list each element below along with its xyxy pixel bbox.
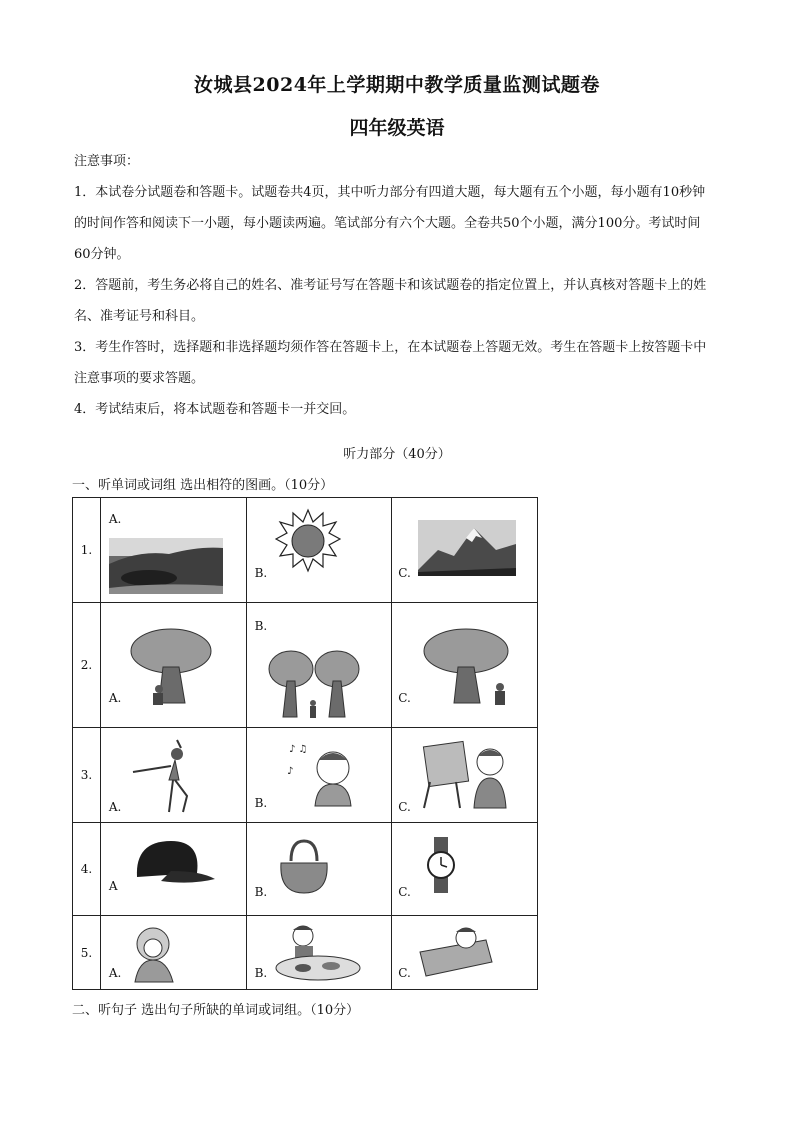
tree-boy-icon	[422, 627, 522, 707]
option-label: A.	[108, 800, 122, 814]
option-b[interactable]	[246, 603, 392, 728]
option-label: A.	[108, 691, 122, 705]
lake-icon	[109, 538, 223, 594]
section2-heading: 二、听句子 选出句子所缺的单词或词组。（10分）	[72, 1003, 360, 1018]
option-label: C.	[398, 966, 411, 980]
table-row	[73, 916, 538, 990]
notes-heading: 注意事项：	[74, 154, 140, 169]
option-label: B.	[254, 885, 268, 899]
listening-heading: 听力部分（40分）	[343, 447, 451, 462]
question-number: 5.	[73, 916, 101, 990]
handbag-icon	[275, 837, 333, 895]
singing-boy-icon	[287, 740, 363, 808]
option-b[interactable]	[246, 498, 392, 603]
option-c[interactable]	[392, 498, 538, 603]
cap-icon	[131, 837, 217, 887]
option-label: C.	[398, 800, 411, 814]
option-label: A.	[108, 966, 122, 980]
mountain-icon	[418, 520, 516, 576]
table-row	[73, 603, 538, 728]
option-b[interactable]	[246, 728, 392, 823]
svg-text:♪ ♫: ♪ ♫	[288, 744, 308, 755]
option-label: C.	[398, 885, 411, 899]
option-label: B.	[254, 566, 268, 580]
sleeping-boy-icon	[416, 922, 496, 978]
watch-icon	[426, 837, 456, 893]
option-label: B.	[254, 619, 268, 633]
option-label: A.	[108, 512, 122, 526]
option-c[interactable]	[392, 916, 538, 990]
note-item: 4．考试结束后，将本试题卷和答题卡一并交回。	[74, 402, 356, 417]
picture-question-table	[72, 497, 538, 990]
table-row	[73, 728, 538, 823]
option-c[interactable]	[392, 823, 538, 916]
dancer-icon	[129, 736, 205, 816]
sun-icon	[275, 508, 341, 574]
eating-boy-icon	[273, 922, 363, 984]
question-number: 4.	[73, 823, 101, 916]
painting-boy-icon	[420, 738, 516, 810]
question-number: 1.	[73, 498, 101, 603]
exam-title: 汝城县2024年上学期期中教学质量监测试题卷	[194, 74, 600, 96]
table-row	[73, 498, 538, 603]
note-item: 3．考生作答时，选择题和非选择题均须作答在答题卡上，在本试题卷上答题无效。考生在答题卡上按答题卡中注意事项的要求答题。	[74, 340, 707, 386]
option-label: B.	[254, 796, 268, 810]
question-number: 3.	[73, 728, 101, 823]
option-a[interactable]	[100, 916, 246, 990]
option-label: A	[108, 879, 118, 893]
two-trees-icon	[267, 647, 363, 719]
option-b[interactable]	[246, 916, 392, 990]
option-label: C.	[398, 566, 411, 580]
girl-icon	[129, 924, 179, 984]
option-a[interactable]	[100, 728, 246, 823]
option-b[interactable]	[246, 823, 392, 916]
svg-text:♪: ♪	[286, 766, 293, 777]
note-item: 1．本试卷分试题卷和答题卡。试题卷共4页，其中听力部分有四道大题，每大题有五个小题，每小题有10秒钟的时间作答和阅读下一小题，每小题读两遍。笔试部分有六个大题。全卷共50个小题，满分100分。考试时间60分钟。	[74, 185, 706, 262]
option-a[interactable]	[100, 603, 246, 728]
exam-subtitle: 四年级英语	[349, 117, 445, 139]
option-label: C.	[398, 691, 411, 705]
option-a[interactable]	[100, 823, 246, 916]
question-number: 2.	[73, 603, 101, 728]
option-a[interactable]	[100, 498, 246, 603]
notes-block	[74, 146, 714, 425]
option-label: B.	[254, 966, 268, 980]
option-c[interactable]	[392, 728, 538, 823]
table-row	[73, 823, 538, 916]
tree-boy-icon	[129, 627, 219, 707]
note-item: 2．答题前，考生务必将自己的姓名、准考证号写在答题卡和该试题卷的指定位置上，并认真核对答题卡上的姓名、准考证号和科目。	[74, 278, 707, 324]
section1-heading: 一、听单词或词组 选出相符的图画。（10分）	[72, 478, 334, 493]
option-c[interactable]	[392, 603, 538, 728]
